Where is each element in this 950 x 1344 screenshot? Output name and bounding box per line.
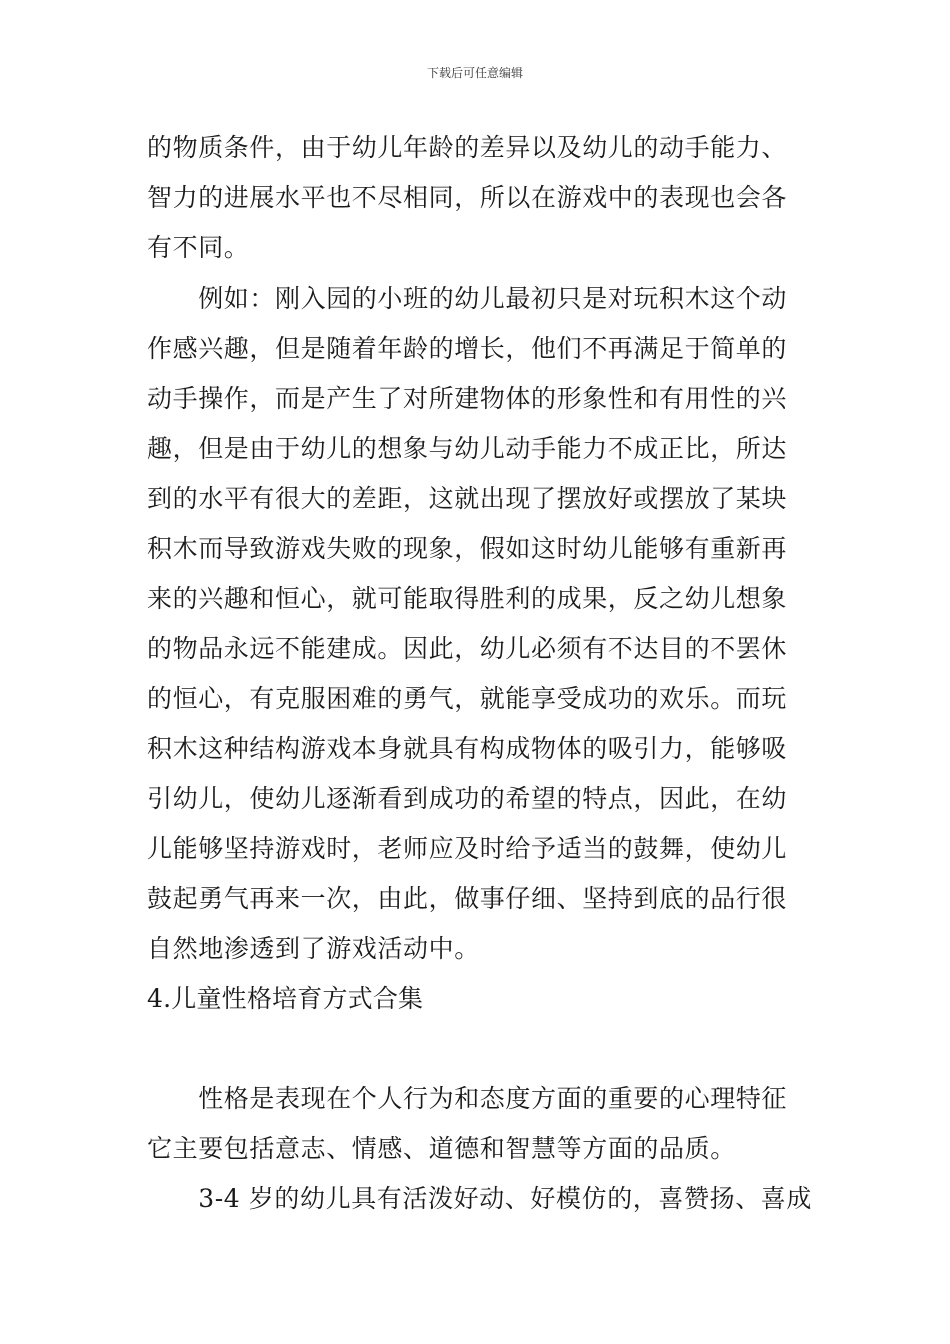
text-line: 儿能够坚持游戏时，老师应及时给予适当的鼓舞，使幼儿 (147, 834, 788, 863)
text-line: 到的水平有很大的差距，这就出现了摆放好或摆放了某块 (147, 484, 788, 513)
text-line: 例如：刚入园的小班的幼儿最初只是对玩积木这个动 (147, 284, 788, 313)
text-line: 有不同。 (147, 233, 250, 262)
text-line: 的物质条件，由于幼儿年龄的差异以及幼儿的动手能力、 (147, 133, 788, 162)
text-line: 作感兴趣，但是随着年龄的增长，他们不再满足于简单的 (147, 334, 788, 363)
text-line: 的恒心，有克服困难的勇气，就能享受成功的欢乐。而玩 (147, 684, 788, 713)
text-line: 来的兴趣和恒心，就可能取得胜利的成果，反之幼儿想象 (147, 584, 788, 613)
page-header: 下载后可任意编辑 (426, 66, 523, 80)
text-line: 趣，但是由于幼儿的想象与幼儿动手能力不成正比，所达 (147, 434, 788, 463)
section-heading: 4.儿童性格培育方式合集 (147, 984, 424, 1013)
text-line: 鼓起勇气再来一次，由此，做事仔细、坚持到底的品行很 (147, 884, 788, 913)
text-line: 性格是表现在个人行为和态度方面的重要的心理特征 (147, 1084, 788, 1113)
text-line: 积木这种结构游戏本身就具有构成物体的吸引力，能够吸 (147, 734, 788, 763)
text-line: 动手操作，而是产生了对所建物体的形象性和有用性的兴 (147, 384, 788, 413)
text-line: 积木而导致游戏失败的现象，假如这时幼儿能够有重新再 (147, 534, 788, 563)
text-line: 智力的进展水平也不尽相同，所以在游戏中的表现也会各 (147, 183, 788, 212)
text-line: 引幼儿，使幼儿逐渐看到成功的希望的特点，因此，在幼 (147, 784, 788, 813)
text-line: 的物品永远不能建成。因此，幼儿必须有不达目的不罢休 (147, 634, 788, 663)
text-line: 它主要包括意志、情感、道德和智慧等方面的品质。 (147, 1134, 736, 1163)
text-line: 3-4 岁的幼儿具有活泼好动、好模仿的，喜赞扬、喜成 (147, 1184, 813, 1213)
text-line: 自然地渗透到了游戏活动中。 (147, 934, 480, 963)
